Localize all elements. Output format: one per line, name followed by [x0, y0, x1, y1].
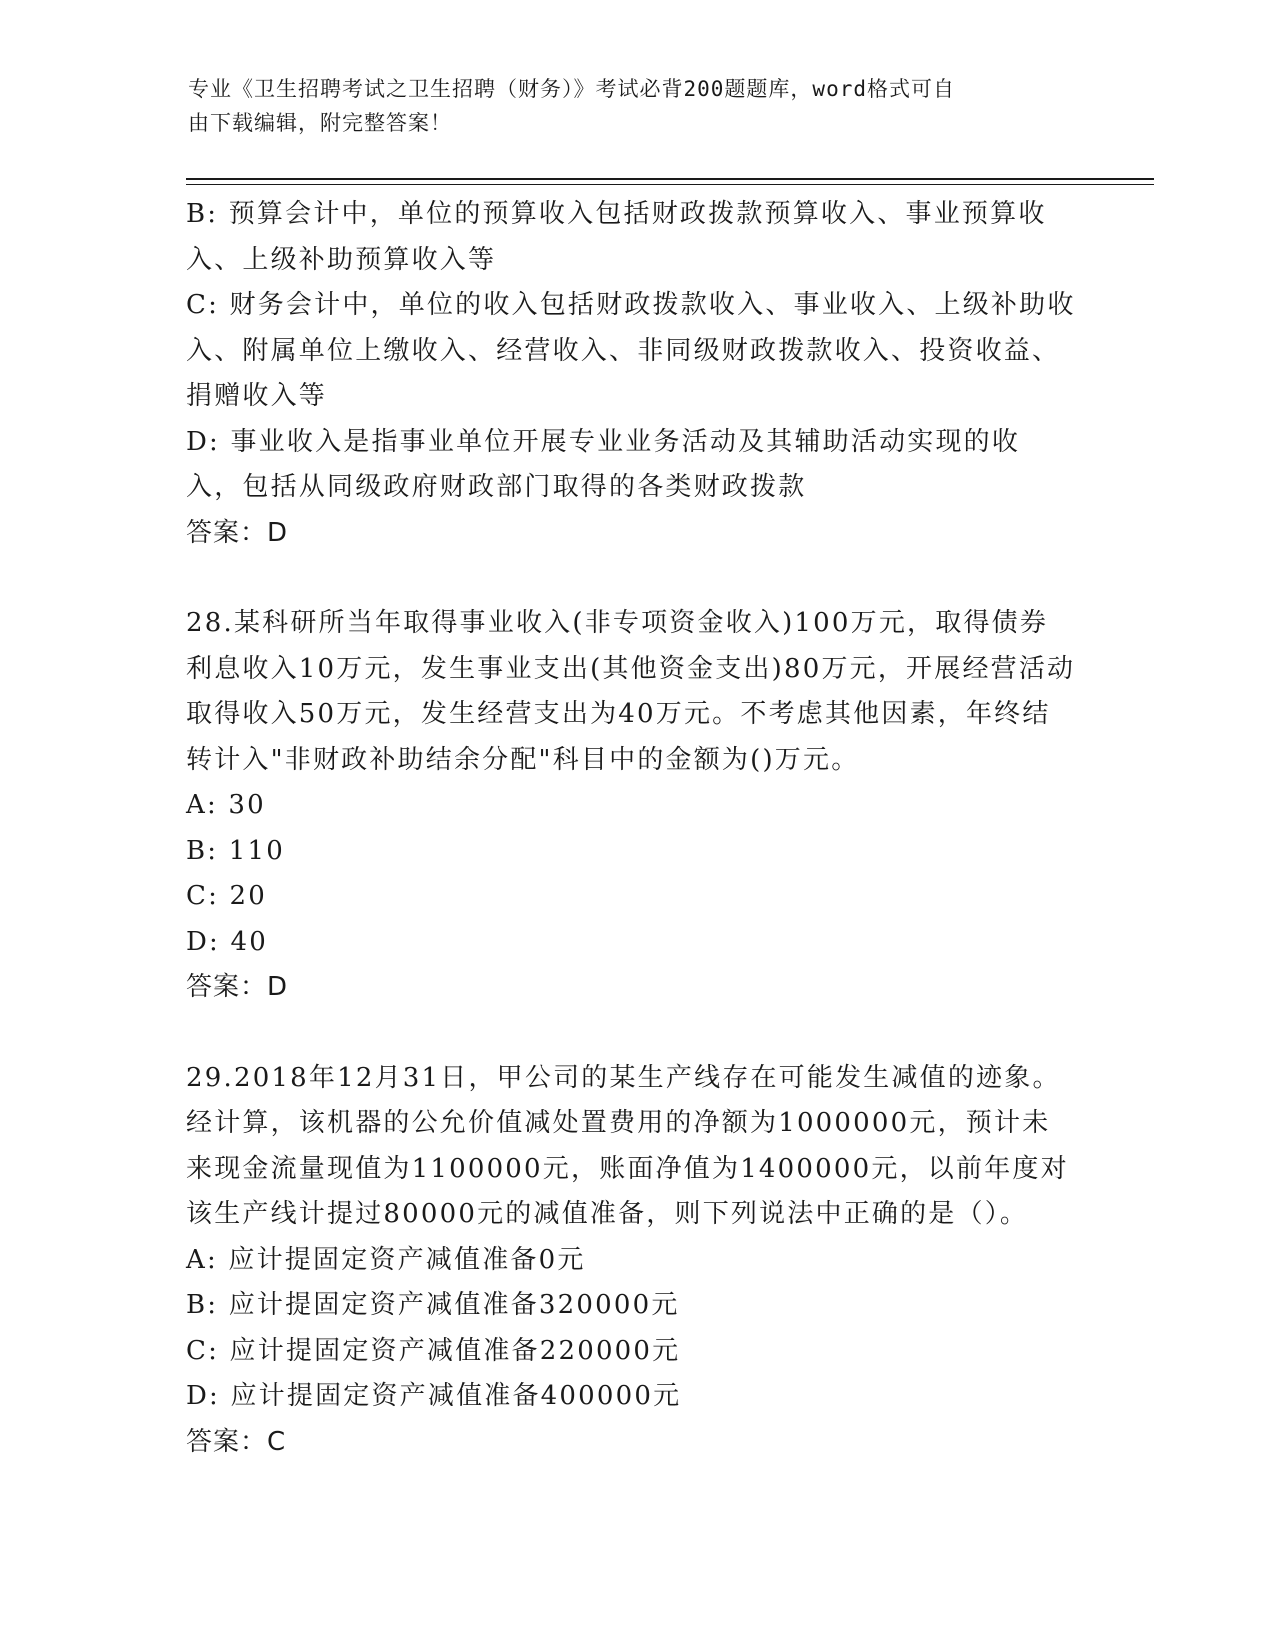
document-header — [188, 72, 1068, 140]
q28-option-d: D: 40 — [186, 926, 268, 957]
header-rule-thin — [186, 184, 1154, 185]
question-28 — [186, 601, 1076, 1011]
q29-answer: 答案：C — [186, 1426, 287, 1457]
q27-option-c: C: 财务会计中，单位的收入包括财政拨款收入、事业收入、上级补助收入、附属单位上缴收入、经营收入、非同级财政拨款收入、投资收益、捐赠收入等 — [186, 290, 1076, 411]
question-29 — [186, 1056, 1076, 1466]
header-line-1: 专业《卫生招聘考试之卫生招聘（财务）》考试必背200题题库，word格式可自 — [188, 77, 955, 101]
header-rule-thick — [186, 178, 1154, 180]
q28-stem: 28.某科研所当年取得事业收入(非专项资金收入)100万元，取得债券利息收入10万元，发生事业支出(其他资金支出)80万元，开展经营活动取得收入50万元，发生经营支出为40万元。不考虑其他因素，年终结转计入"非财政补助结余分配"科目中的金额为()万元。 — [186, 608, 1076, 775]
q29-option-b: B: 应计提固定资产减值准备320000元 — [186, 1290, 680, 1320]
q27-option-b: B: 预算会计中，单位的预算收入包括财政拨款预算收入、事业预算收入、上级补助预算收入等 — [186, 199, 1047, 275]
q29-option-c: C: 应计提固定资产减值准备220000元 — [186, 1335, 681, 1366]
q28-option-a: A: 30 — [186, 790, 266, 820]
q29-stem: 29.2018年12月31日，甲公司的某生产线存在可能发生减值的迹象。经计算，该机器的公允价值减处置费用的净额为1000000元，预计未来现金流量现值为1100000元，账面净值为1400000元，以前年度对该生产线计提过80000元的减值准备，则下列说法中正确的是（）。 — [186, 1062, 1069, 1229]
q28-answer: 答案：D — [186, 972, 289, 1002]
q29-option-d: D: 应计提固定资产减值准备400000元 — [186, 1381, 682, 1411]
q28-option-b: B: 110 — [186, 835, 285, 866]
q29-option-a: A: 应计提固定资产减值准备0元 — [186, 1244, 586, 1275]
spacer — [186, 556, 1076, 601]
q27-option-d: D: 事业收入是指事业单位开展专业业务活动及其辅助活动实现的收入，包括从同级政府财政部门取得的各类财政拨款 — [186, 426, 1021, 502]
q27-answer: 答案：D — [186, 517, 289, 548]
spacer — [186, 1011, 1076, 1056]
header-line-2: 由下载编辑，附完整答案！ — [188, 111, 452, 135]
document-body — [186, 192, 1076, 1465]
q28-option-c: C: 20 — [186, 881, 268, 911]
question-27 — [186, 192, 1076, 556]
